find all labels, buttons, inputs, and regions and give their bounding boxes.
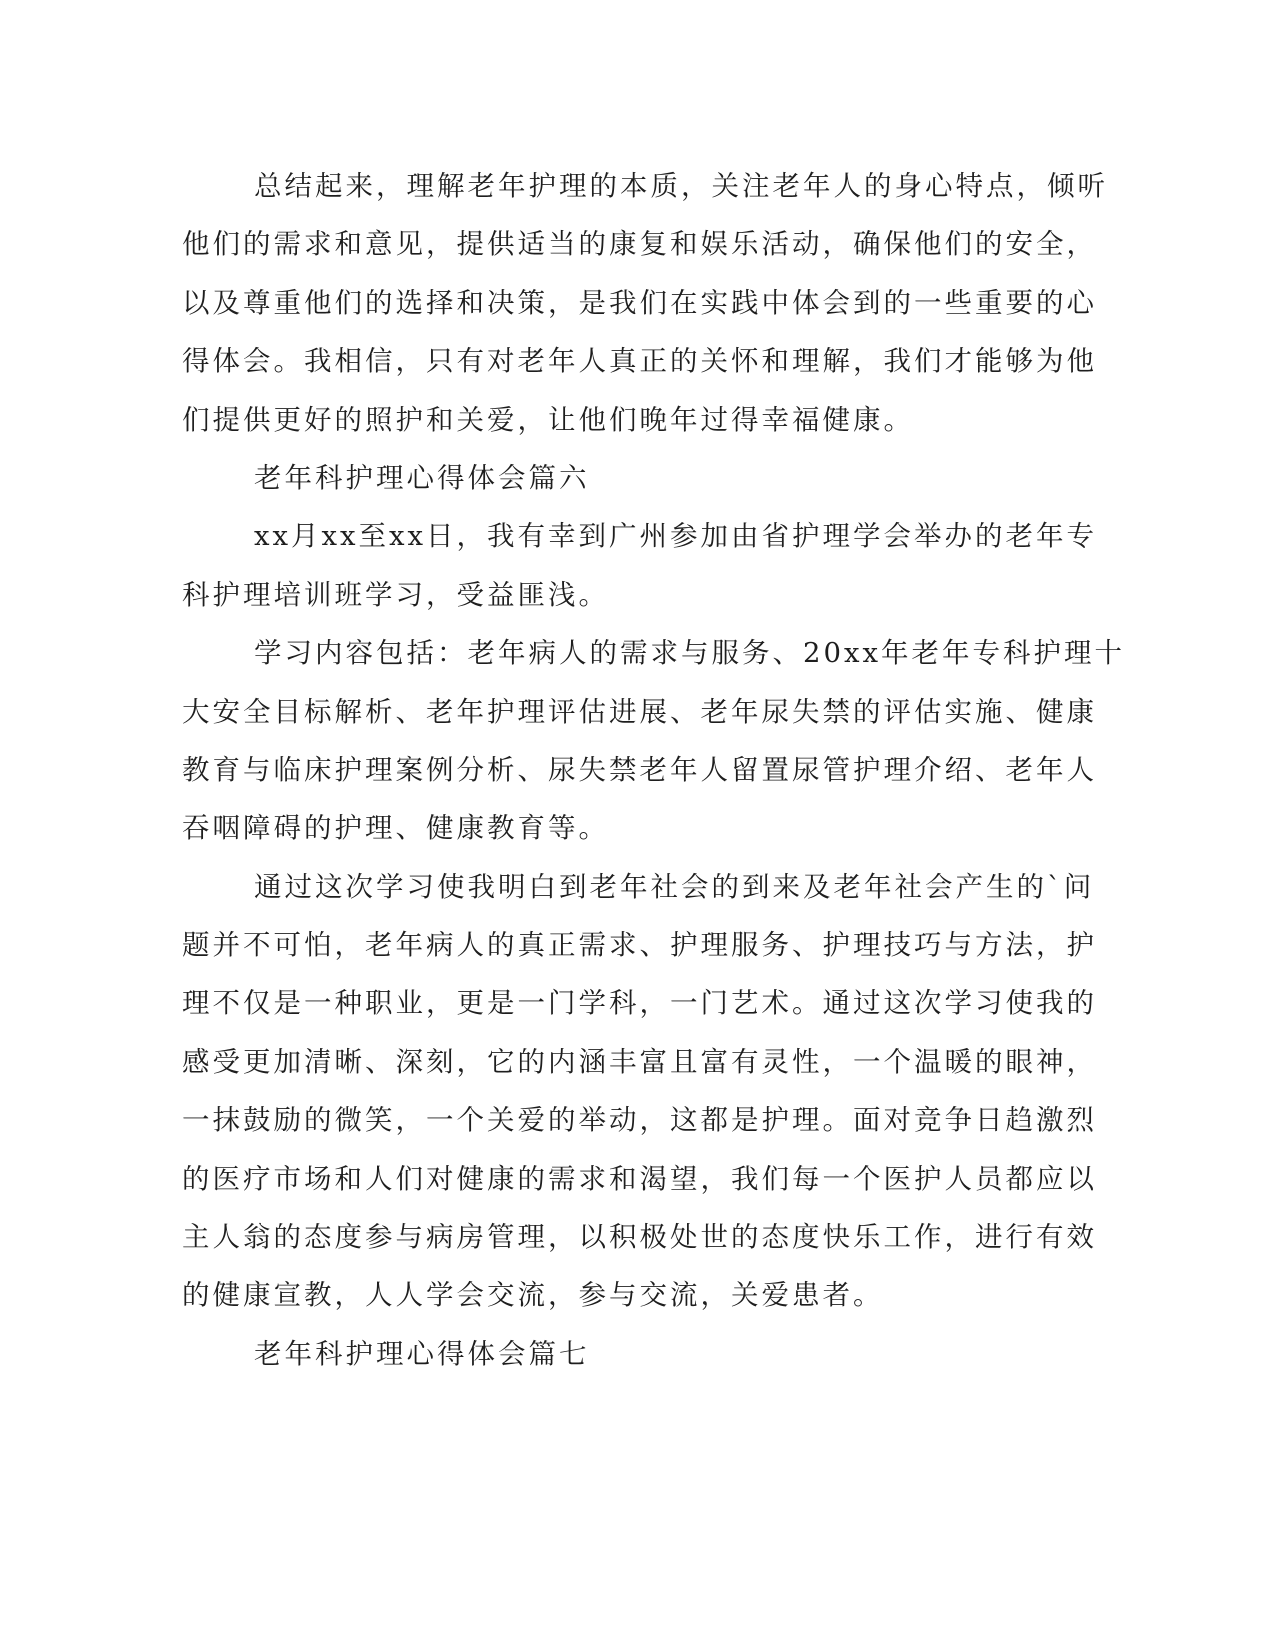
paragraph-reflection-line-5: 一抹鼓励的微笑，一个关爱的举动，这都是护理。面对竞争日趋激烈 (182, 1104, 1097, 1137)
paragraph-content-line-2: 大安全目标解析、老年护理评估进展、老年尿失禁的评估实施、健康 (182, 695, 1097, 728)
paragraph-reflection-line-4: 感受更加清晰、深刻，它的内涵丰富且富有灵性，一个温暖的眼神， (182, 1045, 1097, 1078)
paragraph-content-line-1: 学习内容包括：老年病人的需求与服务、20xx年老年专科护理十 (254, 637, 1126, 670)
paragraph-content-line-3: 教育与临床护理案例分析、尿失禁老年人留置尿管护理介绍、老年人 (182, 753, 1097, 786)
paragraph-summary-line-3: 以及尊重他们的选择和决策，是我们在实践中体会到的一些重要的心 (182, 286, 1097, 319)
paragraph-training-line-1: xx月xx至xx日，我有幸到广州参加由省护理学会举办的老年专 (254, 520, 1098, 553)
paragraph-reflection-line-7: 主人翁的态度参与病房管理，以积极处世的态度快乐工作，进行有效 (182, 1221, 1097, 1254)
paragraph-reflection-line-2: 题并不可怕，老年病人的真正需求、护理服务、护理技巧与方法，护 (182, 929, 1097, 962)
paragraph-reflection-line-3: 理不仅是一种职业，更是一门学科，一门艺术。通过这次学习使我的 (182, 987, 1097, 1020)
paragraph-summary-line-4: 得体会。我相信，只有对老年人真正的关怀和理解，我们才能够为他 (182, 345, 1097, 378)
document-body (182, 157, 1126, 1383)
paragraph-training-line-2: 科护理培训班学习，受益匪浅。 (182, 578, 609, 611)
section-heading-6: 老年科护理心得体会篇六 (254, 461, 590, 494)
paragraph-reflection-line-1: 通过这次学习使我明白到老年社会的到来及老年社会产生的`问 (254, 870, 1095, 903)
paragraph-reflection-line-6: 的医疗市场和人们对健康的需求和渴望，我们每一个医护人员都应以 (182, 1162, 1097, 1195)
paragraph-reflection-line-8: 的健康宣教，人人学会交流，参与交流，关爱患者。 (182, 1279, 884, 1312)
paragraph-summary-line-1: 总结起来，理解老年护理的本质，关注老年人的身心特点，倾听 (254, 170, 1108, 202)
paragraph-content-line-4: 吞咽障碍的护理、健康教育等。 (182, 812, 609, 845)
section-heading-7: 老年科护理心得体会篇七 (254, 1337, 590, 1370)
paragraph-summary-line-5: 们提供更好的照护和关爱，让他们晚年过得幸福健康。 (182, 403, 914, 436)
paragraph-summary-line-2: 他们的需求和意见，提供适当的康复和娱乐活动，确保他们的安全， (182, 228, 1097, 261)
